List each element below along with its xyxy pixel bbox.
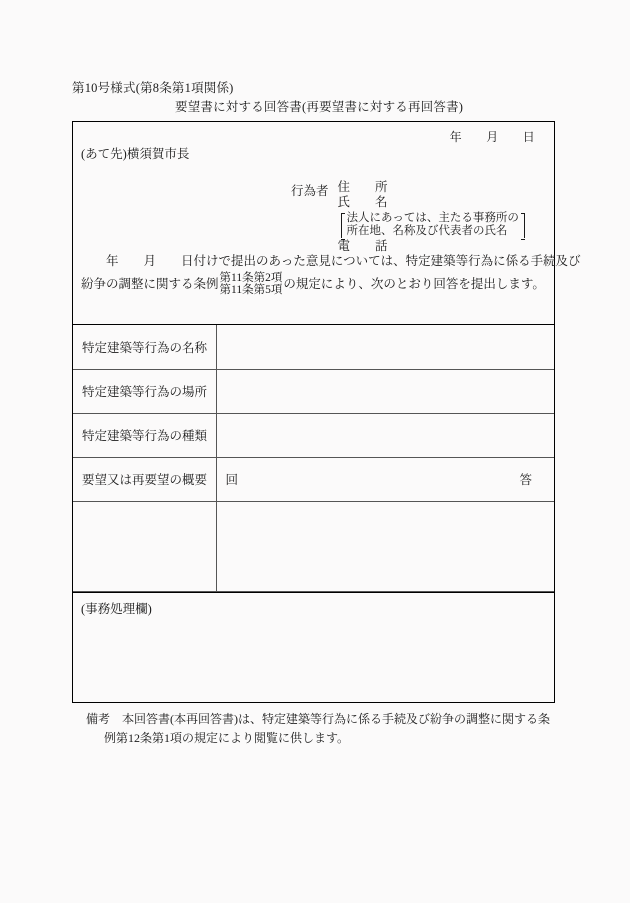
form-frame bbox=[72, 121, 581, 703]
row-value-type[interactable] bbox=[216, 413, 554, 457]
statement-paragraph bbox=[81, 252, 581, 297]
corporation-note-line2: 所在地、名称及び代表者の氏名 bbox=[346, 225, 508, 238]
document-title: 要望書に対する回答書(再要望書に対する再回答書) bbox=[175, 100, 464, 114]
actor-fields bbox=[338, 180, 528, 254]
table-row bbox=[73, 501, 554, 591]
reply-label-left: 回 bbox=[225, 473, 239, 488]
table-row bbox=[73, 369, 554, 413]
footer-note-line-2: 例第12条第1項の規定により閲覧に供します。 bbox=[104, 731, 350, 746]
row-value-blank[interactable] bbox=[216, 501, 554, 591]
table-row bbox=[73, 325, 554, 369]
row-label-type: 特定建築等行為の種類 bbox=[73, 413, 216, 457]
row-label-name: 特定建築等行為の名称 bbox=[73, 325, 216, 369]
bracket-left-icon bbox=[338, 212, 345, 240]
corporation-note-lines bbox=[345, 212, 521, 240]
row-label-location: 特定建築等行為の場所 bbox=[73, 369, 216, 413]
form-number: 第10号様式(第8条第1項関係) bbox=[72, 81, 234, 95]
clause-stack bbox=[220, 272, 283, 297]
row-value-name[interactable] bbox=[216, 325, 554, 369]
clause-lower: 第11条第5項 bbox=[219, 284, 283, 297]
corporation-note-line1: 法人にあっては、主たる事務所の bbox=[346, 211, 519, 224]
statement-line-2 bbox=[81, 272, 544, 297]
footer-note-line-1: 備考 本回答書(本再回答書)は、特定建築等行為に係る手続及び紛争の調整に関する条 bbox=[86, 712, 550, 726]
row-label-blank bbox=[73, 501, 216, 591]
actor-block bbox=[291, 180, 528, 254]
row-label-summary: 要望又は再要望の概要 bbox=[73, 457, 216, 501]
details-table bbox=[73, 325, 554, 592]
office-use-label: (事務処理欄) bbox=[81, 602, 152, 616]
statement-line-2-suffix: の規定により、次のとおり回答を提出します。 bbox=[283, 276, 545, 291]
reply-label-right: 答 bbox=[519, 473, 532, 488]
statement-line-2-prefix: 紛争の調整に関する条例 bbox=[81, 276, 219, 291]
row-value-location[interactable] bbox=[216, 369, 554, 413]
table-row bbox=[73, 457, 554, 501]
field-tel-label: 電 話 bbox=[337, 239, 388, 254]
field-name-label: 氏 名 bbox=[337, 195, 388, 210]
actor-label: 行為者 bbox=[291, 184, 329, 198]
corporation-note bbox=[338, 212, 528, 240]
addressee: (あて先)横須賀市長 bbox=[81, 147, 190, 161]
bracket-right-icon bbox=[521, 212, 528, 240]
table-row bbox=[73, 413, 554, 457]
footer-note bbox=[86, 710, 564, 749]
clause-upper: 第11条第2項 bbox=[219, 272, 283, 284]
field-address-label: 住 所 bbox=[337, 180, 388, 194]
statement-line-1: 年 月 日付けで提出のあった意見については、特定建築等行為に係る手続及び bbox=[81, 254, 581, 268]
row-value-summary bbox=[216, 457, 554, 501]
date-line: 年 月 日 bbox=[449, 130, 535, 144]
letterhead-block bbox=[73, 122, 581, 325]
office-use-block[interactable] bbox=[73, 592, 554, 702]
reply-header bbox=[226, 470, 555, 488]
